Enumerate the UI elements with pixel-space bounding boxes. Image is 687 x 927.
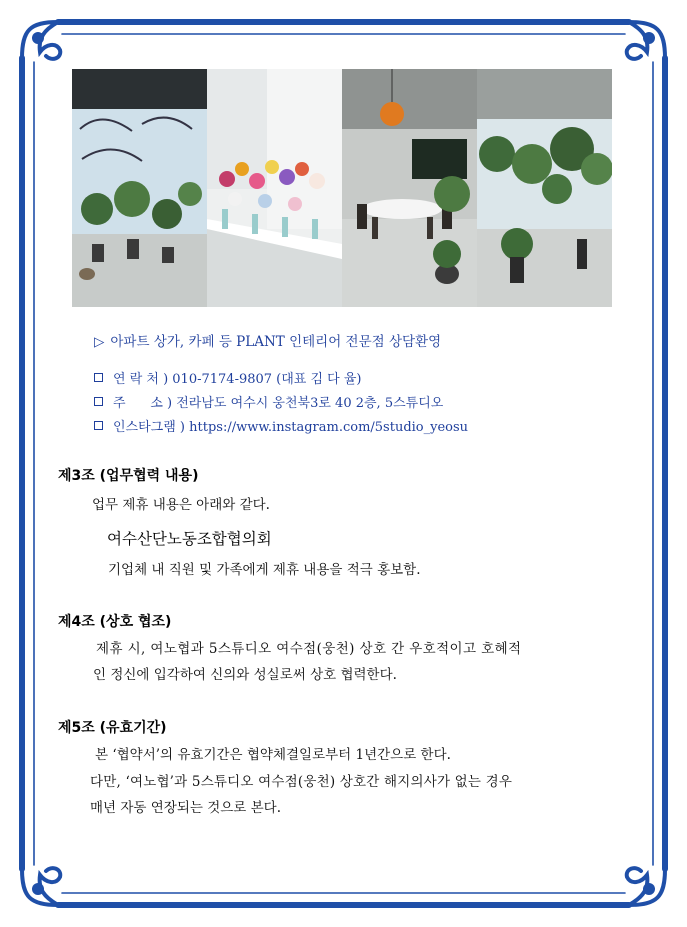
square-bullet-icon xyxy=(94,373,103,382)
promo-line: ▷ 아파트 상가, 카페 등 PLANT 인테리어 전문점 상담환영 xyxy=(94,334,442,350)
article-3-org-line: 기업체 내 직원 및 가족에게 제휴 내용을 적극 홍보함. xyxy=(108,562,421,578)
square-bullet-icon xyxy=(94,397,103,406)
article-3-heading: 제3조 (업무협력 내용) xyxy=(58,468,199,484)
contact-instagram: 인스타그램 ) https://www.instagram.com/5studio_yeosu xyxy=(94,416,468,435)
organization-name: 여수산단노동조합협의회 xyxy=(107,530,272,548)
article-4-line-1: 제휴 시, 여노협과 5스튜디오 여수점(웅천) 상호 간 우호적이고 호혜적 xyxy=(96,641,522,657)
contact-address: 주 소 ) 전라남도 여수시 웅천북3로 40 2층, 5스튜디오 xyxy=(94,392,443,411)
article-5-heading: 제5조 (유효기간) xyxy=(58,720,167,736)
square-bullet-icon xyxy=(94,421,103,430)
article-5-line-2: 다만, ‘여노협’과 5스튜디오 여수점(웅천) 상호간 해지의사가 없는 경우 xyxy=(90,774,513,790)
article-3-line-1: 업무 제휴 내용은 아래와 같다. xyxy=(92,497,270,513)
photo-cafe-table xyxy=(342,69,477,307)
triangle-bullet-icon: ▷ xyxy=(94,334,105,350)
article-5-line-3: 매년 자동 연장되는 것으로 본다. xyxy=(90,800,281,816)
article-4-line-2: 인 정신에 입각하여 신의와 성실로써 상호 협력한다. xyxy=(93,667,397,683)
contact-phone: 연 락 처 ) 010-7174-9807 (대표 김 다 율) xyxy=(94,368,362,387)
studio-photo-collage xyxy=(72,69,612,307)
photo-greenery-room xyxy=(477,69,612,307)
photo-window-plants xyxy=(72,69,207,307)
article-4-heading: 제4조 (상호 협조) xyxy=(58,614,172,630)
article-5-line-1: 본 ‘협약서’의 유효기간은 협약체결일로부터 1년간으로 한다. xyxy=(95,747,451,763)
photo-flower-display xyxy=(207,69,342,307)
